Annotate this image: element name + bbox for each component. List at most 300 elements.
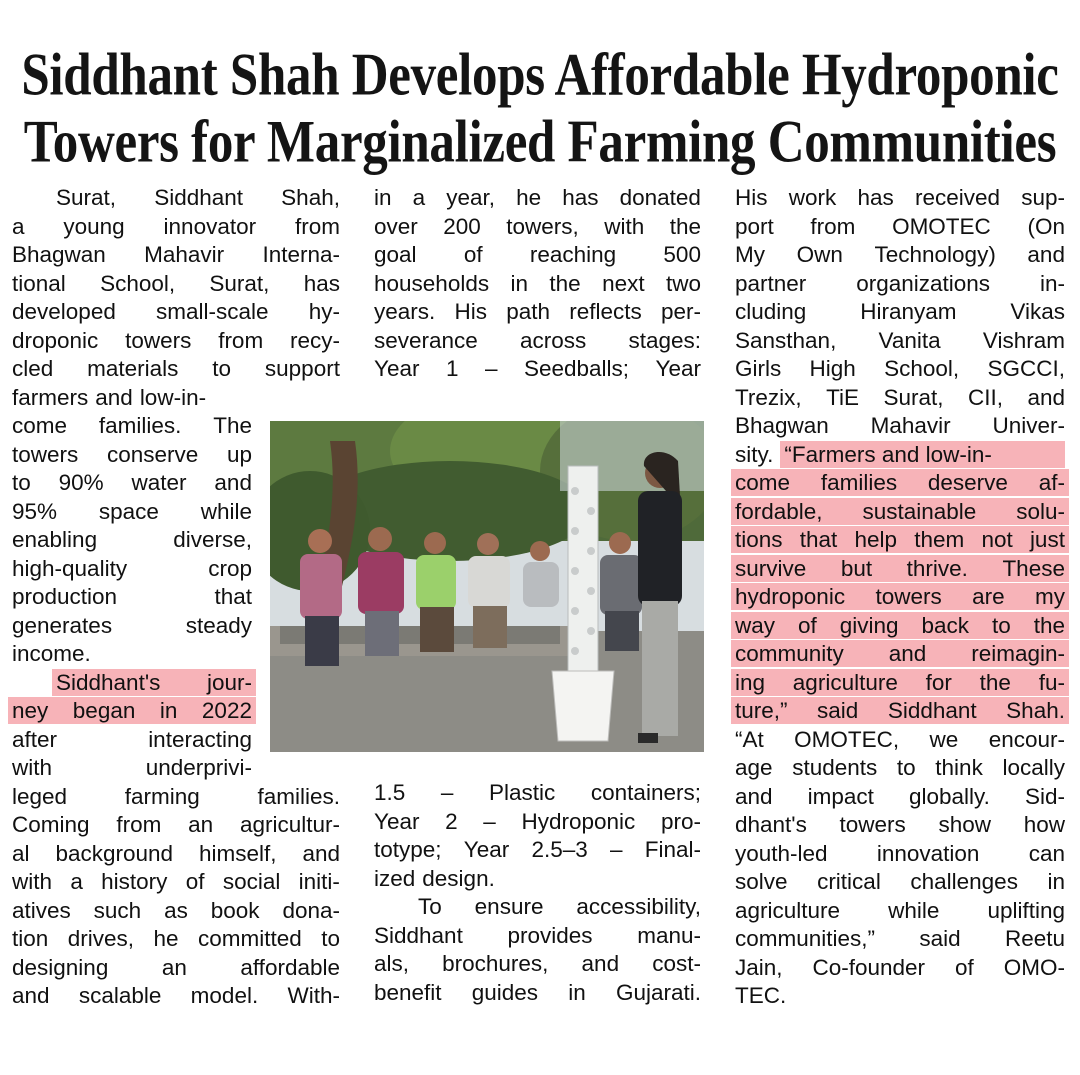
word: survive	[735, 555, 807, 581]
word: hydroponic	[735, 584, 846, 609]
text-line	[12, 270, 340, 297]
word: background	[55, 840, 174, 866]
text-line	[735, 783, 1065, 810]
word: and	[302, 840, 340, 866]
word: 2.5–3	[531, 837, 588, 862]
text-line	[735, 184, 1065, 211]
text-line	[374, 270, 701, 297]
word: giving	[839, 612, 899, 638]
word: just	[1029, 527, 1065, 552]
word: ney	[12, 698, 49, 723]
word: Sid-	[1024, 783, 1065, 809]
word: leged	[12, 783, 68, 809]
word: in	[1047, 869, 1065, 894]
word: sustainable	[862, 498, 977, 524]
word: community	[735, 641, 844, 666]
word: ensure	[474, 894, 544, 919]
word: come	[735, 470, 791, 495]
text-line	[374, 298, 701, 325]
text-line	[374, 184, 701, 211]
word: Year	[374, 356, 420, 381]
text-line	[12, 384, 340, 411]
word: droponic	[12, 327, 99, 353]
word: generates	[12, 612, 113, 638]
word: help	[854, 527, 898, 552]
word: Bhagwan	[12, 242, 106, 267]
headline-line-2: Towers for Marginalized Farming Communities	[23, 109, 1057, 176]
text-line	[12, 811, 340, 838]
word: from	[810, 213, 856, 239]
text-line	[374, 355, 701, 382]
word: manu-	[637, 922, 701, 948]
word: accessibility,	[576, 894, 701, 919]
word: my	[1034, 584, 1065, 609]
word: a	[70, 869, 83, 894]
word: to	[12, 470, 31, 495]
word: families	[820, 470, 898, 495]
word: Siddhant	[374, 922, 463, 948]
word: hy-	[308, 299, 340, 324]
word: way	[735, 612, 776, 638]
word: agriculture	[735, 897, 841, 923]
word: to	[321, 926, 340, 951]
text-line	[374, 979, 701, 1006]
text-line	[731, 498, 1069, 525]
word: Gujarati.	[615, 979, 701, 1005]
text-line	[735, 384, 1065, 411]
text-line	[735, 298, 1065, 325]
word: reimagin-	[971, 641, 1065, 666]
word: Year	[463, 837, 510, 862]
text-line	[374, 922, 701, 949]
word: Mahavir	[144, 242, 225, 267]
word: agricultur-	[239, 812, 340, 837]
word: 95%	[12, 498, 58, 524]
word: an	[188, 812, 214, 837]
text-line	[735, 355, 1065, 382]
word: stages:	[628, 327, 701, 353]
word: cluding	[735, 299, 807, 324]
word: water	[131, 470, 187, 495]
word: benefit	[374, 979, 442, 1005]
word: 1.5	[374, 780, 406, 805]
word: of	[955, 954, 974, 980]
word: and	[1027, 242, 1065, 267]
word: sity.	[735, 441, 774, 467]
text-line	[12, 783, 340, 810]
word: OMO-	[1003, 954, 1065, 980]
headline-line-1: Siddhant Shah Develops Affordable Hydroponic	[21, 42, 1059, 109]
word: Year	[655, 356, 701, 381]
word: Siddhant's	[56, 669, 161, 695]
word: and	[95, 384, 133, 410]
word: can	[1028, 840, 1065, 866]
word: goal	[374, 242, 417, 267]
text-line	[8, 697, 256, 724]
word: has	[857, 185, 894, 210]
word: in	[510, 270, 528, 296]
word: critical	[817, 869, 881, 894]
word: space	[98, 498, 159, 524]
word: port	[735, 213, 774, 239]
text-line	[374, 836, 701, 863]
word: 90%	[58, 470, 104, 495]
word: Bhagwan	[735, 413, 829, 438]
word: 200	[443, 213, 481, 239]
word: income.	[12, 641, 91, 666]
word: and	[581, 951, 620, 976]
word: come	[12, 413, 68, 438]
word: Hydroponic	[521, 808, 636, 834]
word: Own	[796, 242, 843, 267]
text-line	[731, 640, 1069, 667]
word: crop	[208, 555, 252, 581]
word: diverse,	[173, 527, 252, 552]
word: while	[200, 498, 252, 524]
word: in	[374, 185, 392, 210]
word: developed	[12, 299, 116, 324]
word: enabling	[12, 527, 98, 552]
word: drives,	[67, 926, 135, 951]
word: encour-	[988, 726, 1065, 752]
word: steady	[185, 612, 252, 638]
word: in-	[1039, 270, 1065, 296]
word: innovator	[163, 213, 257, 239]
word: Siddhant	[887, 698, 977, 723]
text-line	[12, 868, 340, 895]
word: year,	[446, 185, 495, 210]
word: we	[929, 726, 959, 752]
word: pro-	[660, 808, 701, 834]
word: to	[896, 755, 916, 780]
word: high-quality	[12, 555, 128, 581]
word: low-in-	[139, 384, 207, 410]
word: conserve	[106, 441, 199, 467]
word: think	[935, 755, 983, 780]
word: support	[264, 356, 340, 381]
word: Jain,	[735, 954, 783, 980]
word: Shah.	[1006, 698, 1065, 723]
word: Final-	[644, 837, 701, 862]
word: tions	[735, 527, 783, 552]
word: began	[72, 698, 136, 723]
word: two	[665, 270, 701, 296]
text-line	[12, 555, 252, 582]
word: Reetu	[1004, 926, 1065, 951]
word: of	[797, 612, 817, 638]
word: Coming	[12, 812, 90, 837]
word: a	[412, 185, 426, 210]
word: cost-	[652, 951, 701, 976]
word: SGCCI,	[987, 356, 1065, 381]
word: towers	[12, 441, 79, 467]
word: Technology)	[874, 242, 996, 267]
highlighted-quote-start: “Farmers and low-in-	[780, 441, 1065, 468]
word: towers,	[506, 213, 579, 239]
text-line	[12, 925, 340, 952]
word: guides	[471, 979, 539, 1005]
word: the	[1033, 612, 1065, 638]
text-line	[12, 469, 252, 496]
word: with	[12, 869, 53, 894]
word: severance	[374, 327, 478, 353]
word: solve	[735, 869, 788, 894]
word: reflects	[569, 299, 642, 324]
word: and	[214, 470, 252, 495]
word: production	[12, 584, 118, 609]
word: organizations	[856, 270, 991, 296]
word: jour-	[206, 669, 252, 695]
text-line	[12, 726, 252, 753]
text-line	[12, 213, 340, 240]
word: cled	[12, 356, 54, 381]
word: provides	[507, 922, 593, 948]
word: 500	[663, 242, 701, 267]
word: agriculture	[792, 669, 898, 695]
word: reaching	[529, 242, 617, 267]
word: –	[484, 356, 498, 381]
word: not	[981, 527, 1013, 552]
word: from	[294, 213, 340, 239]
word: fu-	[1038, 669, 1065, 695]
word: Plastic	[489, 780, 556, 805]
word: after	[12, 726, 58, 752]
word: donated	[619, 185, 701, 210]
word: tion	[12, 926, 49, 951]
word: Shah,	[281, 185, 340, 210]
word: The	[213, 413, 252, 438]
word: containers;	[590, 780, 701, 805]
word: tional	[12, 270, 66, 296]
word: fordable,	[735, 498, 823, 524]
text-line	[731, 555, 1069, 582]
word: from	[218, 327, 264, 353]
word: School,	[100, 270, 176, 296]
text-line	[735, 441, 1065, 468]
word: towers	[125, 327, 192, 353]
word: next	[602, 270, 645, 296]
text-line	[12, 327, 340, 354]
text-line	[12, 498, 252, 525]
text-line	[735, 754, 1065, 781]
text-line	[735, 213, 1065, 240]
word: Siddhant	[154, 185, 244, 210]
word: dona-	[282, 897, 340, 923]
word: has	[303, 270, 340, 296]
word: years.	[374, 299, 436, 324]
word: families.	[98, 413, 182, 438]
word: My	[735, 242, 765, 267]
word: up	[226, 441, 252, 467]
word: in	[159, 698, 178, 723]
word: TEC.	[735, 983, 787, 1008]
word: and	[12, 983, 50, 1008]
word: work	[788, 185, 837, 210]
word: to	[212, 356, 232, 381]
word: Girls	[735, 356, 782, 381]
word: has	[562, 185, 599, 210]
word: als,	[374, 951, 410, 976]
word: are	[972, 584, 1005, 609]
text-line	[52, 669, 256, 696]
text-line	[374, 327, 701, 354]
word: back	[921, 612, 970, 638]
word: Trezix,	[735, 384, 802, 410]
word: design.	[422, 865, 495, 891]
word: and	[1027, 384, 1065, 410]
word: –	[440, 780, 454, 805]
word: underprivi-	[145, 755, 252, 780]
word: families.	[257, 783, 340, 809]
word: Mahavir	[870, 413, 951, 438]
text-line	[374, 808, 701, 835]
text-line	[374, 779, 701, 806]
word: initi-	[298, 869, 340, 894]
text-line	[731, 669, 1069, 696]
word: to	[991, 612, 1011, 638]
word: committed	[197, 926, 302, 951]
word: Interna-	[262, 242, 340, 267]
word: them	[914, 527, 965, 552]
word: farming	[124, 783, 200, 809]
word: –	[609, 837, 623, 862]
word: af-	[1038, 470, 1065, 495]
word: atives	[12, 897, 71, 923]
word: To	[418, 894, 442, 919]
word: and	[735, 783, 773, 809]
text-line	[731, 526, 1069, 553]
word: history	[101, 869, 168, 894]
word: Vanita	[878, 327, 941, 353]
word: social	[222, 869, 281, 894]
word: Surat,	[56, 185, 117, 210]
word: –	[483, 808, 496, 834]
word: These	[1002, 555, 1065, 581]
text-line	[12, 241, 340, 268]
word: towers	[839, 812, 906, 837]
word: per-	[660, 299, 701, 324]
word: across	[519, 327, 587, 353]
word: interacting	[148, 726, 252, 752]
word: materials	[87, 356, 179, 381]
word: recy-	[289, 327, 340, 353]
word: himself,	[198, 840, 277, 866]
word: path	[506, 299, 551, 324]
word: Sansthan,	[735, 327, 837, 353]
text-line	[374, 950, 701, 977]
text-line	[735, 270, 1065, 297]
word: communities,”	[735, 926, 876, 951]
word: Year	[374, 808, 420, 834]
word: that	[799, 527, 838, 552]
word: such	[93, 897, 142, 923]
word: Surat,	[883, 384, 944, 410]
word: as	[164, 897, 188, 923]
word: received	[914, 185, 1000, 210]
text-line	[12, 298, 340, 325]
word: impact	[807, 783, 874, 809]
word: Vishram	[982, 327, 1065, 353]
word: Hiranyam	[860, 299, 957, 324]
text-line	[374, 865, 701, 892]
word: over	[374, 213, 418, 239]
article-photo	[270, 421, 704, 752]
text-line	[12, 412, 252, 439]
word: His	[735, 185, 768, 210]
word: sup-	[1021, 185, 1065, 210]
text-line	[12, 526, 252, 553]
word: with	[604, 213, 645, 239]
word: a	[12, 213, 25, 239]
word: Seedballs;	[523, 356, 630, 381]
text-line	[735, 982, 1065, 1009]
text-line	[12, 754, 252, 781]
text-line	[12, 441, 252, 468]
word: solu-	[1016, 498, 1065, 524]
word: book	[210, 897, 260, 923]
word: al	[12, 840, 30, 866]
word: locally	[1002, 755, 1065, 780]
word: brochures,	[442, 951, 549, 976]
word: High	[809, 356, 856, 381]
text-line	[731, 469, 1069, 496]
word: Co-founder	[812, 954, 926, 980]
word: TiE	[826, 384, 860, 410]
text-line	[731, 583, 1069, 610]
word: said	[817, 698, 859, 723]
text-line	[418, 893, 701, 920]
word: designing	[12, 954, 109, 980]
word: Surat,	[209, 270, 270, 296]
word: totype;	[374, 837, 442, 862]
text-line	[12, 355, 340, 382]
word: from	[116, 812, 162, 837]
text-line	[12, 897, 340, 924]
word: but	[840, 555, 873, 581]
text-line	[735, 412, 1065, 439]
word: His	[454, 299, 487, 324]
word: of	[463, 242, 483, 267]
word: how	[1023, 812, 1065, 837]
word: Vikas	[1010, 299, 1065, 324]
text-line	[374, 241, 701, 268]
word: OMOTEC	[892, 213, 991, 239]
word: 2022	[201, 698, 252, 723]
text-line	[12, 954, 340, 981]
word: With-	[287, 983, 340, 1008]
word: (On	[1027, 213, 1065, 239]
word: OMOTEC,	[794, 726, 900, 752]
word: with	[12, 755, 53, 780]
word: he	[153, 926, 179, 951]
word: said	[919, 926, 961, 951]
word: age	[735, 755, 773, 780]
text-line	[56, 184, 340, 211]
text-line	[12, 583, 252, 610]
text-line	[12, 840, 340, 867]
word: affordable	[240, 954, 340, 980]
word: show	[938, 812, 992, 837]
text-line	[12, 612, 252, 639]
text-line	[735, 925, 1065, 952]
word: ture,”	[735, 698, 788, 723]
word: ing	[735, 669, 766, 695]
text-line	[735, 954, 1065, 981]
text-line	[735, 868, 1065, 895]
word: model.	[190, 983, 259, 1008]
word: in	[568, 979, 586, 1005]
text-line	[12, 982, 340, 1009]
